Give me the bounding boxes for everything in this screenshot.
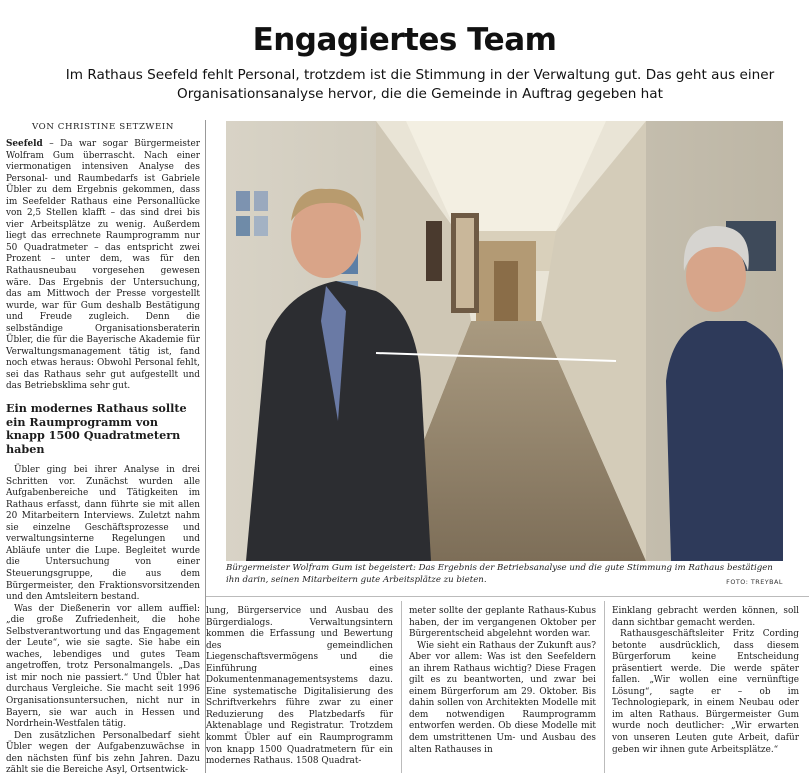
byline: VON CHRISTINE SETZWEIN	[32, 122, 174, 132]
column-divider	[604, 601, 605, 773]
headline: Engagiertes Team	[252, 22, 557, 58]
dateline: Seefeld	[6, 139, 43, 149]
paragraph: lung, Bürgerservice und Ausbau des Bürgerdialogs. Verwaltungsintern kommen die Erfassung und Bewertung des gemeindlichen Liegenschaftsvermögens und die Einführung eines Dokumentenmanagementsystems dazu. Eine systematische Digitalisierung des Schriftverkehrs führe zwar zu einer Reduzierung des Platzbedarfs für Aktenablage und Registratur. Trotzdem kommt Übler auf ein Raumprogramm von knapp 1500 Quadratmetern für ein modernes Rathaus. 1508 Quadrat-	[206, 606, 393, 767]
lead-text: – Da war sogar Bürgermeister Wolfram Gum überrascht. Nach einer viermonatigen intensiven Analyse des Personal- und Raumbedarfs ist Gabriele Übler zu dem Ergebnis gekommen, dass im Seefelder Rathaus eine Personallücke von 2,5 Stellen klafft – das sind drei bis vier Arbeitsplätze zu wenig. Außerdem liegt das errechnete Raumprogramm nur 50 Quadratmeter – das entspricht zwei Prozent – unter dem, was für den Rathausneubau vorgesehen gewesen wäre. Das Ergebnis der Untersuchung, das am Mittwoch der Presse vorgestellt wurde, war für Gum deshalb Bestätigung und Freude zugleich. Denn die selbständige Organisationsberaterin Übler, die für die Bayerische Akademie für Verwaltungsmanagement tätig ist, fand noch etwas heraus: Obwohl Personal fehlt, sei das Rathaus sehr gut aufgestellt und das Betriebsklima sehr gut.	[6, 139, 200, 392]
article-column-2	[206, 606, 393, 768]
article-photo	[226, 121, 783, 561]
paragraph: Wie sieht ein Rathaus der Zukunft aus? Aber vor allem: Was ist den Seefeldern an ihrem Rathaus wichtig? Diese Fragen gilt es zu beantworten, und zwar bei einem Bürgerforum am 29. Oktober. Bis dahin sollen von Architekten Modelle mit dem notwendigen Raumprogramm entworfen werden. Ob diese Modelle mit dem umstrittenen Um- und Ausbau des alten Rathauses in	[409, 640, 596, 755]
paragraph: Einklang gebracht werden können, soll dann sichtbar gemacht werden.	[612, 606, 799, 628]
photo-caption: Bürgermeister Wolfram Gum ist begeistert: Das Ergebnis der Betriebsanalyse und die gute Stimmung im Rathaus bestätigen ihn darin, seinen Mitarbeitern gute Arbeitsplätze zu bieten.	[226, 563, 773, 585]
article-column-4	[612, 606, 799, 756]
paragraph: Rathausgeschäftsleiter Fritz Cording betonte ausdrücklich, dass diesem Bürgerforum keine Entscheidung präsentiert werde. Die werde später fallen. „Wir wollen eine vernünftige Lösung“, sagte er – ob im Technologiepark, in einem Neubau oder im alten Rathaus. Bürgermeister Gum wurde noch deutlicher: „Wir erwarten von unseren Leuten gute Arbeit, dafür geben wir ihnen gute Arbeitsplätze.“	[612, 629, 799, 755]
photo-credit: FOTO: TREYBAL	[726, 578, 783, 586]
paragraph: Den zusätzlichen Personalbedarf sieht Übler wegen der Aufgabenzuwächse in den nächsten fünf bis zehn Jahren. Dazu zählt sie die Bereiche Asyl, Ortsentwick-	[6, 730, 200, 776]
paragraph: Was der Dießenerin vor allem auffiel: „die große Zufriedenheit, die hohe Selbstverantwortung und das Engagement der Leute“, wie sie sagte. Sie habe ein waches, lebendiges und gutes Team angetroffen, trotz Personalmangels. „Das ist mir noch nie passiert.“ Und Übler hat durchaus Vergleiche. Sie macht seit 1996 Organisationsuntersuchen, nicht nur in Bayern, sie war auch in Hessen und Nordrhein-Westfalen tätig.	[6, 603, 200, 730]
subheading: Ein modernes Rathaus sollte ein Raumprogramm von knapp 1500 Quadratmetern haben	[6, 401, 187, 456]
column-divider	[401, 601, 402, 773]
subheadline: Im Rathaus Seefeld fehlt Personal, trotzdem ist die Stimmung in der Verwaltung gut. Das geht aus einer Organisationsanalyse hervor, die die Gemeinde in Auftrag gegeben hat	[65, 67, 775, 102]
article-column-1	[6, 139, 200, 777]
horizontal-divider	[206, 596, 809, 597]
paragraph: meter sollte der geplante Rathaus-Kubus haben, der im vergangenen Oktober per Bürgerentscheid abgelehnt worden war.	[409, 606, 596, 640]
photo-illustration	[226, 121, 783, 561]
article-column-3	[409, 606, 596, 756]
lead-paragraph	[6, 139, 200, 393]
paragraph: Übler ging bei ihrer Analyse in drei Schritten vor. Zunächst wurden alle Aufgabenbereiche und Tätigkeiten im Rathaus erfasst, dann führte sie mit allen 20 Mitarbeitern Interviews. Zuletzt nahm sie einzelne Geschäftsprozesse und verwaltungsinterne Regelungen und Abläufe unter die Lupe. Begleitet wurde die Untersuchung von einer Steuerungsgruppe, die aus dem Bürgermeister, den Fraktionsvorsitzenden und den Amtsleitern bestand.	[6, 465, 200, 603]
